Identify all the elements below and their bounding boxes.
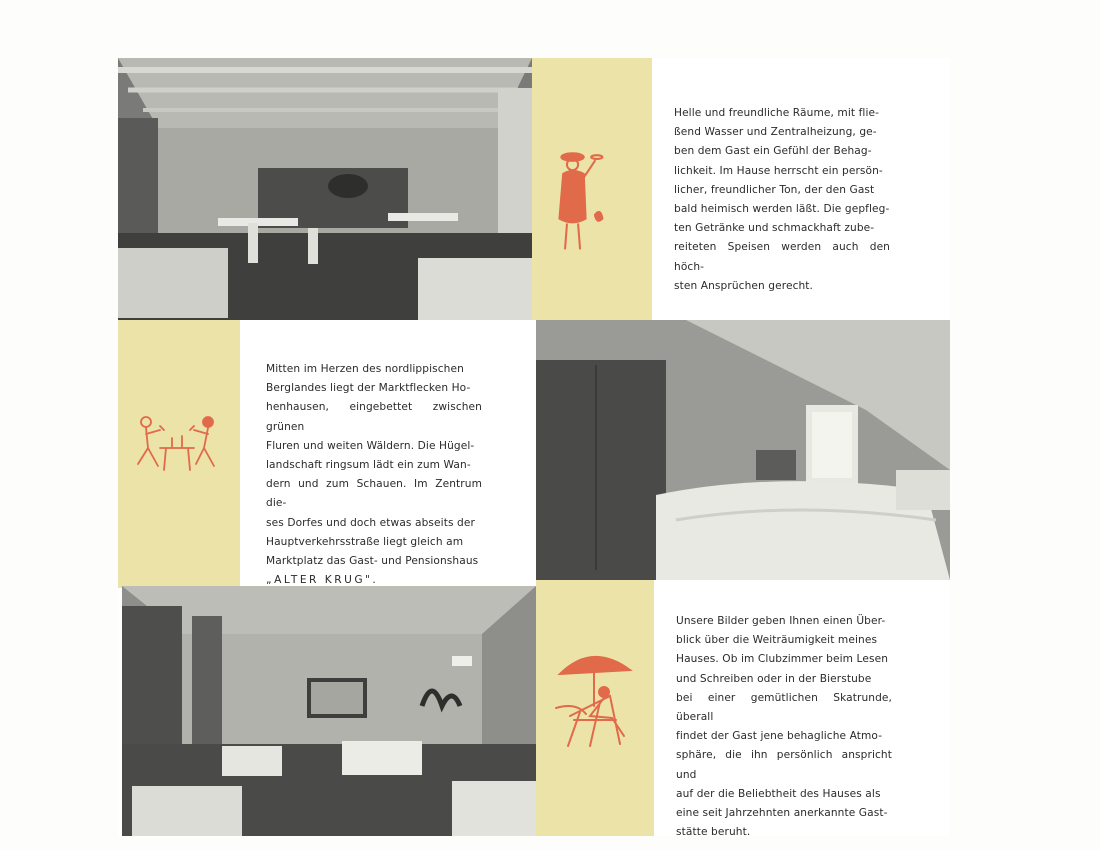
photo-bedroom (536, 320, 950, 580)
text-rooms-body: Helle und freundliche Räume, mit flie- ßend Wasser und Zentralheizung, ge- ben dem Gast ein Gefühl der Behag- lichkeit. Im Hause herrscht ein persön- licher, freundlicher Ton, der den Gast bald heimisch werden läßt. Die gepfleg- ten Getränke und schmackhaft zube- reiteten Speisen werden auch den höch- sten Ansprüchen gerecht. (674, 107, 890, 292)
text-overview-body: Unsere Bilder geben Ihnen einen Über- blick über die Weiträumigkeit meines Hauses. Ob im Clubzimmer beim Lesen und Schreiben oder in der Bierstube bei einer gemütlichen Skatrunde, überall findet der Gast jene behagliche Atmo- sphäre, die ihn persönlich anspricht und auf der die Beliebtheit des Hauses als eine seit Jahrzehnten anerkannte Gast- stätte beruht. (676, 615, 892, 839)
photo-dining-room (118, 58, 532, 320)
waiter-icon (552, 144, 608, 256)
photo-lounge (122, 586, 536, 836)
brochure-sheet (118, 58, 950, 839)
text-block-location (266, 360, 482, 590)
text-block-rooms (674, 104, 890, 296)
text-block-overview (676, 612, 892, 842)
hotel-name: „ALTER KRUG". (266, 574, 379, 587)
text-location-body: Mitten im Herzen des nordlippischen Berglandes liegt der Marktflecken Ho- henhausen, eingebettet zwischen grünen Fluren und weiten Wäldern. Die Hügel- landschaft ringsum lädt ein zum Wan- dern und zum Schauen. Im Zentrum die- ses Dorfes und doch etwas abseits der Hauptverkehrsstraße liegt gleich am Marktplatz das Gast- und Pensionshaus (266, 363, 482, 568)
illustration-strip-deckchair (536, 580, 654, 836)
couple-at-table-icon (124, 408, 234, 478)
deckchair-umbrella-icon (550, 646, 640, 756)
illustration-strip-waiter (532, 58, 652, 320)
illustration-strip-couple (118, 320, 240, 588)
